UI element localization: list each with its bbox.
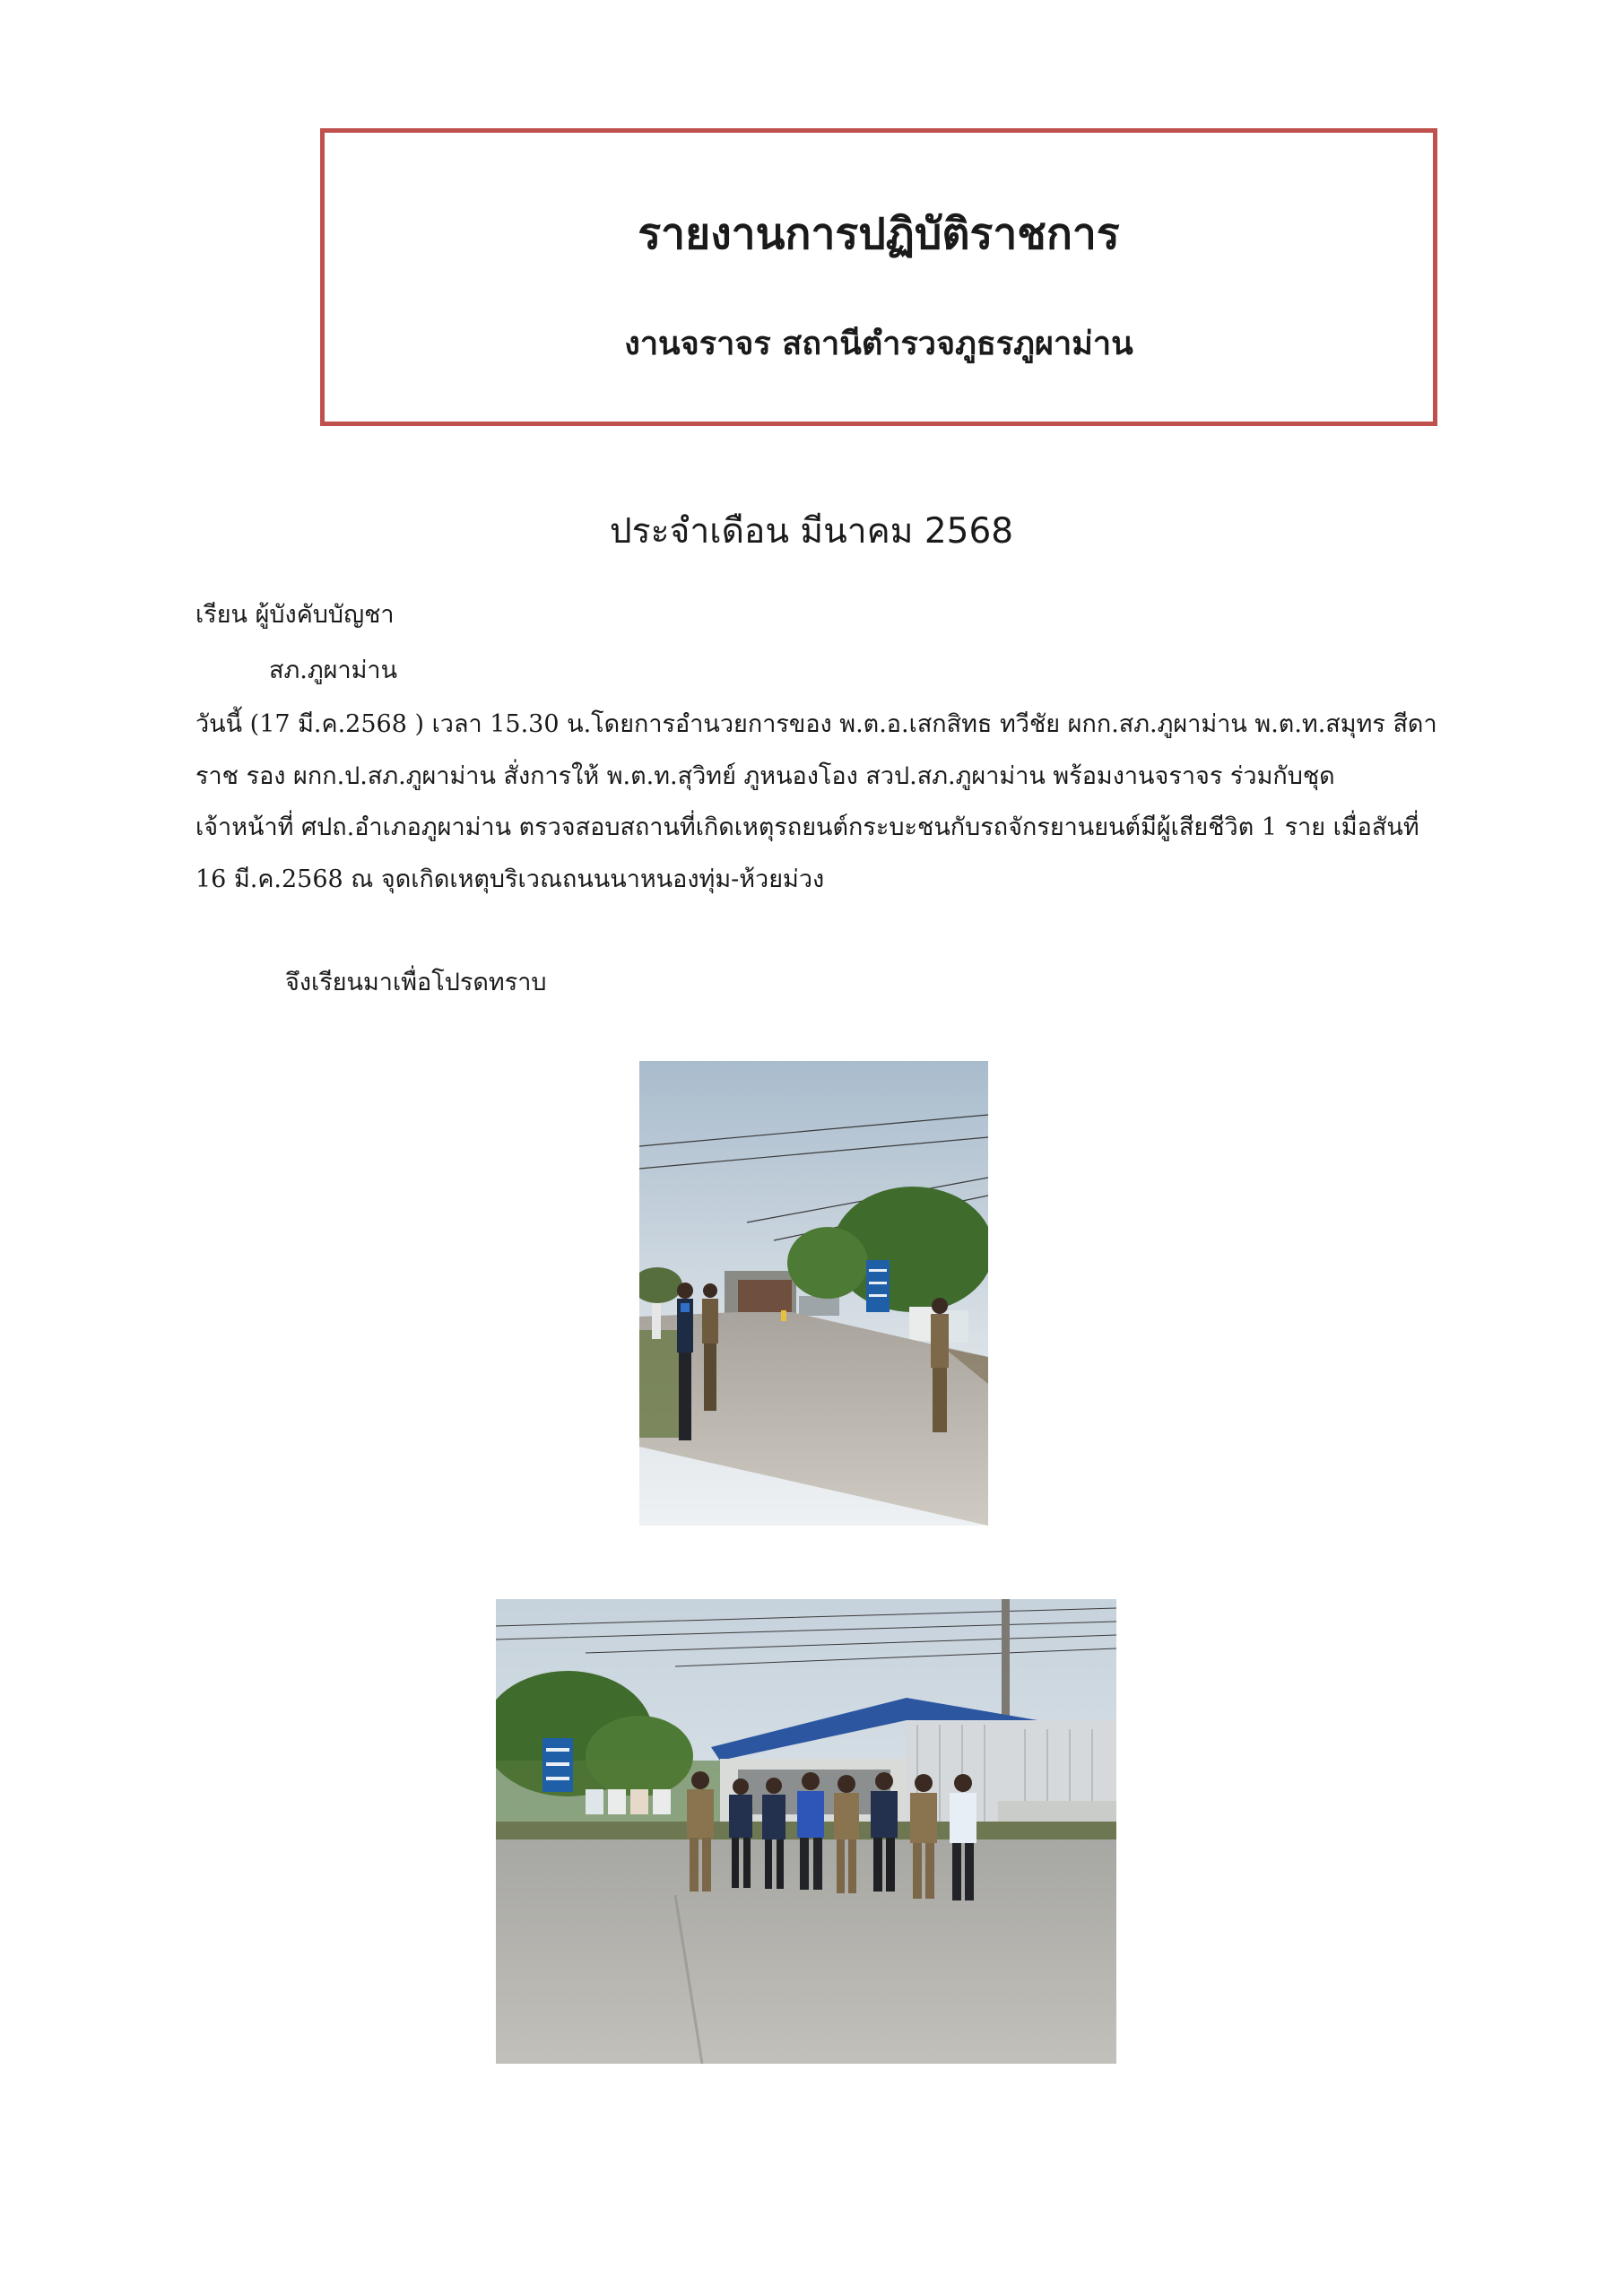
body-line-3: เจ้าหน้าที่ ศปถ.อำเภอภูผาม่าน ตรวจสอบสถานที่เกิดเหตุรถยนต์กระบะชนกับรถจักรยานยนต์มีผู้เสียชีวิต 1 ราย เมื่อสันที่ xyxy=(195,813,1419,841)
report-title: รายงานการปฏิบัติราชการ xyxy=(638,209,1120,259)
salutation-to: เรียน ผู้บังคับบัญชา xyxy=(195,601,395,629)
closing-text: จึงเรียนมาเพื่อโปรดทราบ xyxy=(285,969,547,996)
title-box xyxy=(320,128,1437,426)
body-line-1: วันนี้ (17 มี.ค.2568 ) เวลา 15.30 น.โดยการอำนวยการของ พ.ต.อ.เสกสิทธ ทวีชัย ผกก.สภ.ภูผาม่าน พ.ต.ท.สมุทร สีดา xyxy=(195,710,1437,738)
body-line-2: ราช รอง ผกก.ป.สภ.ภูผาม่าน สั่งการให้ พ.ต.ท.สุวิทย์ ภูหนองโอง สวป.สภ.ภูผาม่าน พร้อมงานจราจร ร่วมกับชุด xyxy=(195,762,1335,790)
report-period: ประจำเดือน มีนาคม 2568 xyxy=(609,511,1014,552)
salutation-unit: สภ.ภูผาม่าน xyxy=(269,657,398,684)
inspection-photo-1 xyxy=(639,1061,988,1526)
body-line-4: 16 มี.ค.2568 ณ จุดเกิดเหตุบริเวณถนนนาหนองทุ่ม-ห้วยม่วง xyxy=(195,865,825,893)
inspection-photo-2 xyxy=(496,1599,1116,2064)
report-subtitle: งานจราจร สถานีตำรวจภูธรภูผาม่าน xyxy=(624,326,1133,362)
